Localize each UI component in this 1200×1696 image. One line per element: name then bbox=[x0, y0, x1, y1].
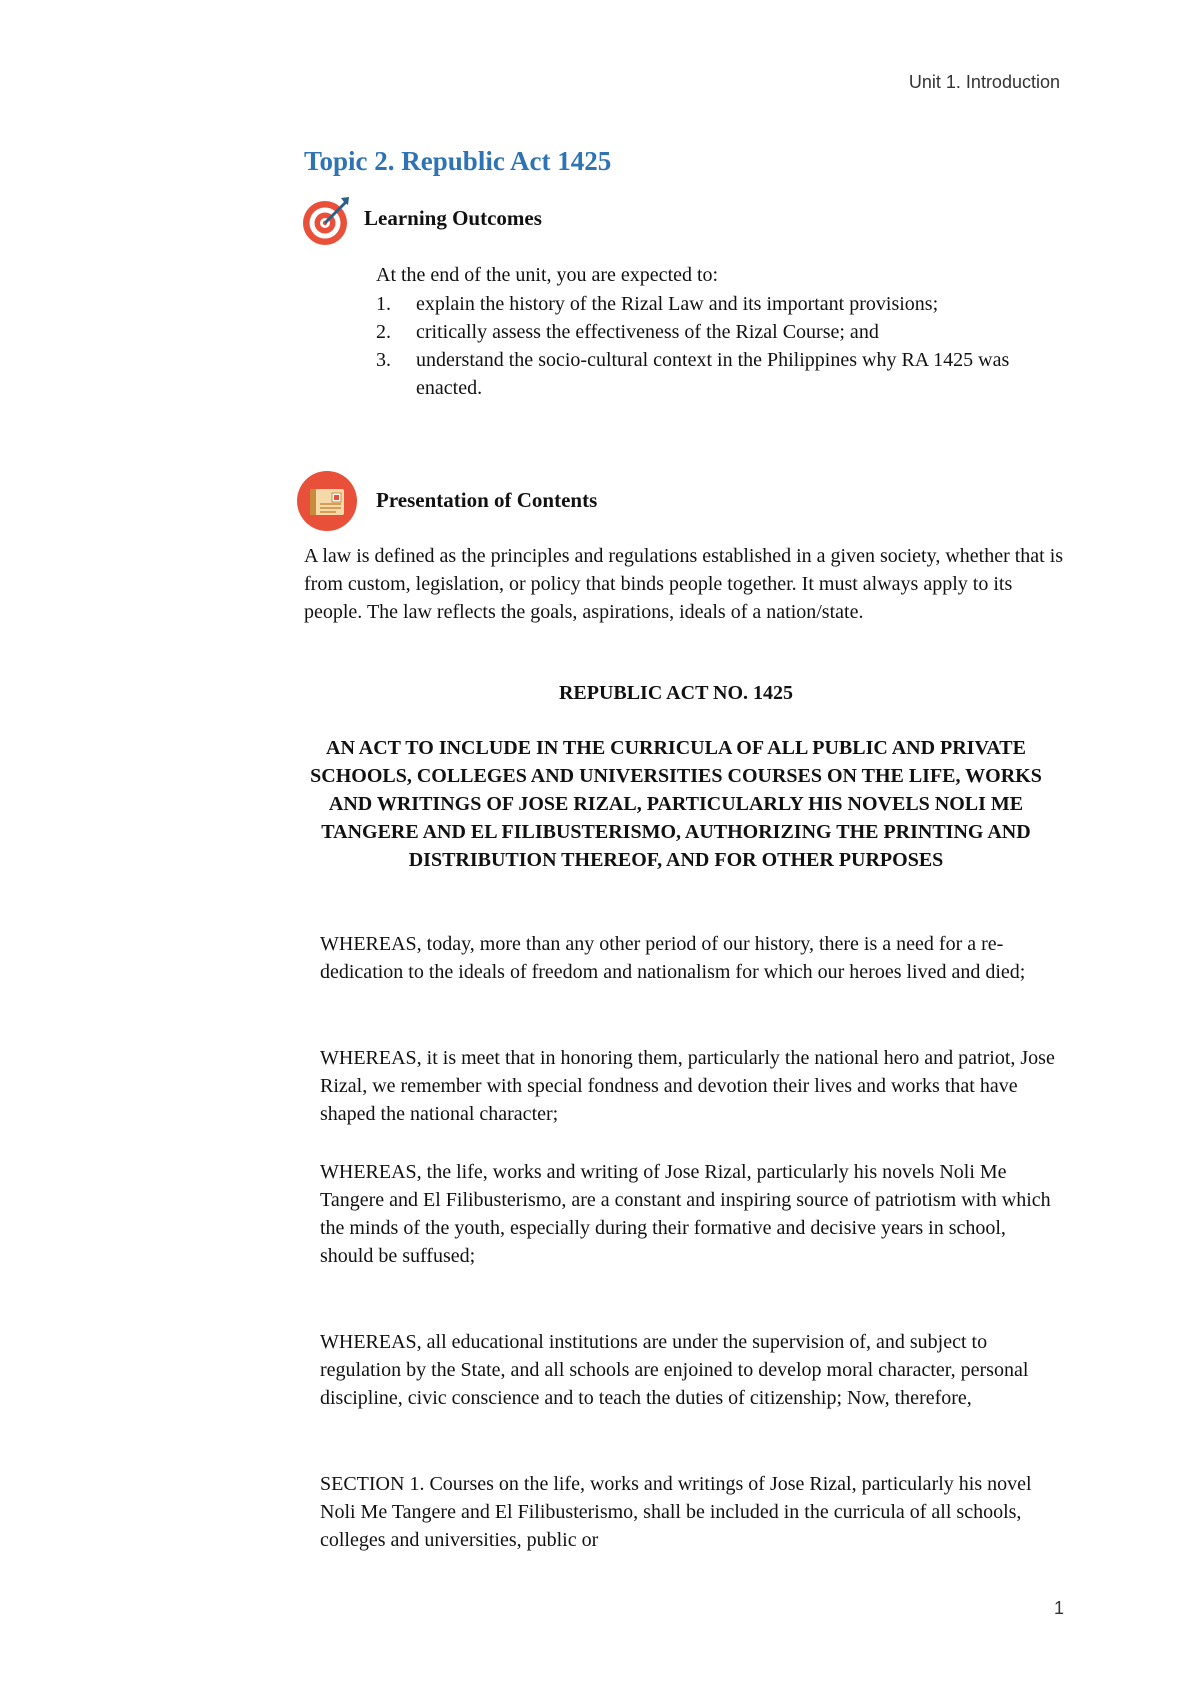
list-number: 3. bbox=[376, 349, 391, 371]
whereas-clause-3: WHEREAS, the life, works and writing of Jose Rizal, particularly his novels Noli Me Tangere and El Filibusterismo, are a constant and inspiring source of patriotism with which the minds of the youth, especially during their formative and decisive years in school, should be suffused; bbox=[320, 1161, 1051, 1267]
list-number: 2. bbox=[376, 321, 391, 343]
book-icon bbox=[296, 470, 358, 532]
learning-outcomes-intro: At the end of the unit, you are expected to: bbox=[376, 264, 719, 286]
act-subtitle: AN ACT TO INCLUDE IN THE CURRICULA OF ALL PUBLIC AND PRIVATE SCHOOLS, COLLEGES AND UNIVERSITIES COURSES ON THE LIFE, WORKS AND WRITINGS OF JOSE RIZAL, PARTICULARLY HIS NOVELS NOLI ME TANGERE AND EL FILIBUSTERISMO, AUTHORIZING THE PRINTING AND DISTRIBUTION THEREOF, AND FOR OTHER PURPOSES bbox=[310, 737, 1042, 871]
running-header: Unit 1. Introduction bbox=[908, 72, 1060, 92]
learning-outcomes-list bbox=[376, 290, 1056, 402]
list-item bbox=[376, 290, 1056, 318]
page-number: 1 bbox=[1053, 1598, 1064, 1618]
target-icon bbox=[300, 194, 354, 248]
topic-title: Topic 2. Republic Act 1425 bbox=[304, 146, 612, 176]
law-definition-paragraph: A law is defined as the principles and regulations established in a given society, whether that is from custom, legislation, or policy that binds people together. It must always apply to its people. The law reflects the goals, aspirations, ideals of a nation/state. bbox=[304, 545, 1064, 623]
whereas-clause-2: WHEREAS, it is meet that in honoring them, particularly the national hero and patriot, Jose Rizal, we remember with special fondness and devotion their lives and works that have shaped the national character; bbox=[320, 1047, 1055, 1125]
list-text: explain the history of the Rizal Law and its important provisions; bbox=[416, 293, 939, 315]
list-text: understand the socio-cultural context in the Philippines why RA 1425 was enacted. bbox=[416, 349, 1010, 399]
whereas-clause-4: WHEREAS, all educational institutions are under the supervision of, and subject to regulation by the State, and all schools are enjoined to develop moral character, personal discipline, civic conscience and to teach the duties of citizenship; Now, therefore, bbox=[320, 1331, 1029, 1409]
learning-outcomes-heading: Learning Outcomes bbox=[364, 206, 542, 230]
section-1-clause: SECTION 1. Courses on the life, works and writings of Jose Rizal, particularly his novel Noli Me Tangere and El Filibusterismo, shall be included in the curricula of all schools, colleges and universities, public or bbox=[320, 1473, 1032, 1551]
list-item bbox=[376, 318, 1056, 346]
whereas-clause-1: WHEREAS, today, more than any other period of our history, there is a need for a re-dedication to the ideals of freedom and nationalism for which our heroes lived and died; bbox=[320, 933, 1026, 983]
list-number: 1. bbox=[376, 293, 391, 315]
act-title: REPUBLIC ACT NO. 1425 bbox=[558, 682, 794, 704]
list-text: critically assess the effectiveness of the Rizal Course; and bbox=[416, 321, 879, 343]
list-item bbox=[376, 346, 1056, 402]
presentation-heading: Presentation of Contents bbox=[376, 488, 598, 512]
